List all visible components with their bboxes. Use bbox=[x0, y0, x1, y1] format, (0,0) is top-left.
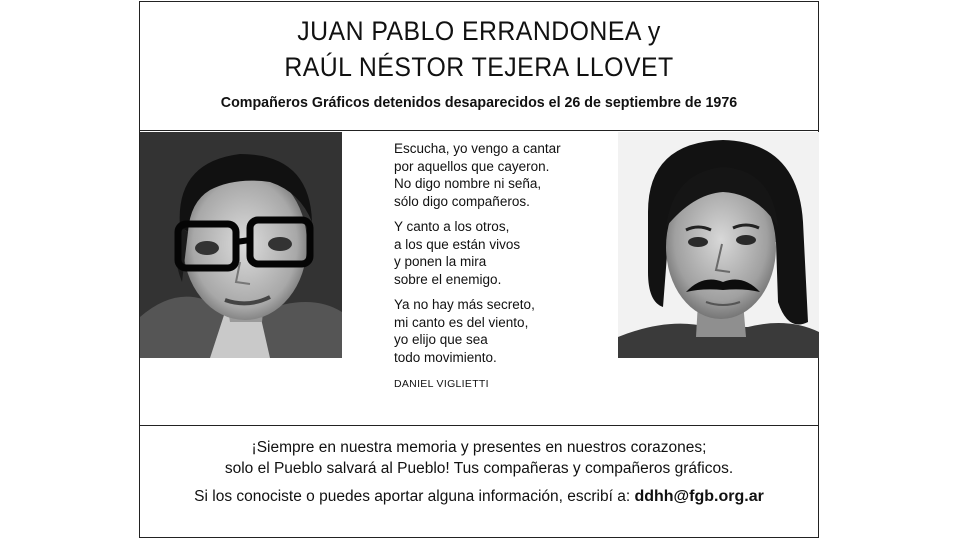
poem-line: sólo digo compañeros. bbox=[394, 193, 530, 209]
memorial-message bbox=[140, 437, 818, 479]
poem-line: Escucha, yo vengo a cantar bbox=[394, 141, 561, 156]
poem-line: por aquellos que cayeron. bbox=[394, 158, 550, 174]
poem-line: yo elijo que sea bbox=[394, 332, 488, 347]
poem-author: DANIEL VIGLIETTI bbox=[394, 378, 489, 390]
poem-line: Y canto a los otros, bbox=[394, 219, 510, 234]
poem-stanza bbox=[394, 296, 614, 366]
memorial-line-2: solo el Pueblo salvará al Pueblo! Tus compañeras y compañeros gráficos. bbox=[224, 460, 734, 477]
notice-footer bbox=[140, 425, 818, 539]
poem-line: y ponen la mira bbox=[394, 254, 487, 269]
contact-line bbox=[140, 487, 818, 507]
contact-text: Si los conociste o puedes aportar alguna información, escribí a: bbox=[194, 488, 631, 505]
poem bbox=[394, 140, 614, 394]
poem-stanza bbox=[394, 218, 614, 288]
title-line-1: JUAN PABLO ERRANDONEA y bbox=[297, 16, 661, 46]
memorial-line-1: ¡Siempre en nuestra memoria y presentes en nuestros corazones; bbox=[251, 439, 707, 456]
portrait-photo-left bbox=[140, 132, 342, 358]
memorial-notice bbox=[139, 1, 819, 538]
poem-line: todo movimiento. bbox=[394, 349, 497, 365]
subtitle: Compañeros Gráficos detenidos desaparecidos el 26 de septiembre de 1976 bbox=[220, 94, 738, 111]
poem-line: Ya no hay más secreto, bbox=[394, 297, 535, 312]
poem-line: No digo nombre ni seña, bbox=[394, 176, 542, 191]
notice-header bbox=[140, 2, 818, 131]
title-line-2: RAÚL NÉSTOR TEJERA LLOVET bbox=[284, 52, 674, 82]
poem-line: sobre el enemigo. bbox=[394, 271, 502, 287]
portrait-photo-right bbox=[618, 132, 819, 358]
notice-body bbox=[140, 130, 818, 426]
poem-line: mi canto es del viento, bbox=[394, 314, 529, 330]
poem-stanza bbox=[394, 140, 614, 210]
poem-line: a los que están vivos bbox=[394, 236, 521, 252]
contact-email-link[interactable]: ddhh@fgb.org.ar bbox=[634, 488, 764, 505]
